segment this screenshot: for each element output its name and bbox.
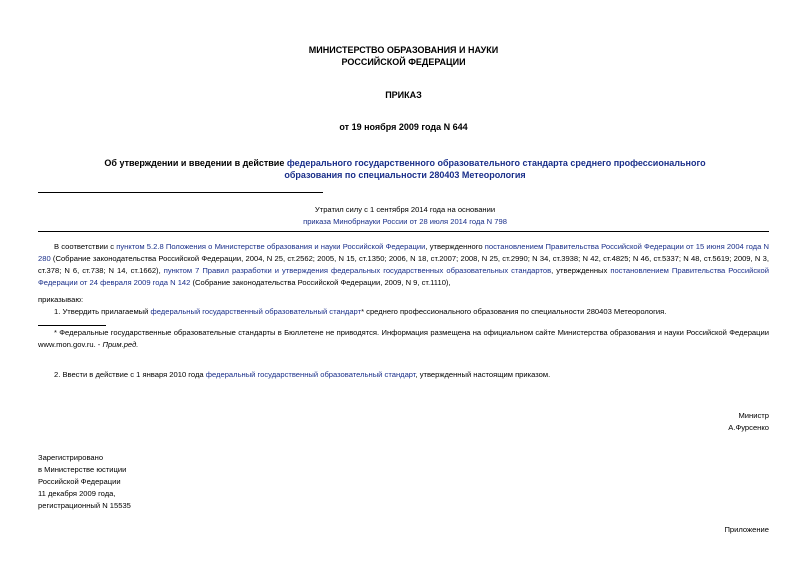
preamble-link-regulation[interactable]: пунктом 5.2.8 Положения о Министерстве образования и науки Российской Федерации — [116, 242, 426, 251]
divider-short — [38, 192, 323, 193]
order-word: приказываю: — [38, 295, 84, 304]
registration-block — [38, 452, 238, 512]
doc-date-number: от 19 ноября 2009 года N 644 — [339, 122, 468, 132]
preamble-text-1: В соответствии с — [54, 242, 117, 251]
divider-long — [38, 231, 769, 232]
signature-role: Министр — [738, 411, 769, 420]
status-line-1: Утратил силу с 1 сентября 2014 года на основании — [314, 205, 496, 214]
footnote-divider — [38, 325, 106, 326]
item1-prefix: 1. Утвердить прилагаемый — [54, 307, 151, 316]
registration-line-1: Зарегистрировано — [38, 453, 104, 462]
preamble-link-decree-142[interactable]: постановлением Правительства Российской Федерации от 24 февраля 2009 года N 142 — [38, 266, 770, 287]
item2-standard-link[interactable]: федеральный государственный образовательный стандарт — [205, 370, 416, 379]
footnote-editor-note: Прим.ред. — [102, 340, 139, 349]
title-standard-link[interactable]: федерального государственного образовательного стандарта среднего профессионального образования по специальности 280403 Метеорология — [284, 158, 706, 180]
preamble — [38, 241, 769, 289]
order-item-2 — [54, 369, 769, 381]
preamble-link-rules-item-7[interactable]: пунктом 7 Правил разработки и утверждения федеральных государственных образовательных стандартов — [163, 266, 552, 275]
ministry-line-2: РОССИЙСКОЙ ФЕДЕРАЦИИ — [341, 57, 466, 67]
status-block — [300, 204, 510, 228]
doc-type: ПРИКАЗ — [385, 90, 422, 100]
preamble-text-5: (Собрание законодательства Российской Федерации, 2009, N 9, ст.1110), — [190, 278, 451, 287]
item2-prefix: 2. Ввести в действие с 1 января 2010 года — [54, 370, 206, 379]
footnote-text: * Федеральные государственные образовательные стандарты в Бюллетене не приводятся. Информация размещена на официальном сайте Министерства образования и науки Российской Федерации www.mon.gov.ru. - — [38, 328, 769, 349]
status-repeal-link[interactable]: приказа Минобрнауки России от 28 июля 2014 года N 798 — [303, 217, 507, 226]
item2-suffix: , утвержденный настоящим приказом. — [415, 370, 551, 379]
preamble-text-4: , утвержденных — [551, 266, 611, 275]
footnote — [38, 327, 769, 351]
title-prefix: Об утверждении и введении в действие — [104, 158, 287, 168]
preamble-text-2: , утвержденного — [425, 242, 485, 251]
registration-line-5: регистрационный N 15535 — [38, 501, 131, 510]
registration-line-4: 11 декабря 2009 года, — [38, 489, 116, 498]
item1-standard-link[interactable]: федеральный государственный образовательный стандарт — [150, 307, 362, 316]
signature-name: А.Фурсенко — [728, 423, 769, 432]
ministry-line-1: МИНИСТЕРСТВО ОБРАЗОВАНИЯ И НАУКИ — [308, 45, 499, 55]
item1-suffix: * среднего профессионального образования по специальности 280403 Метеорология. — [361, 307, 667, 316]
preamble-text-3: (Собрание законодательства Российской Федерации, 2004, N 25, ст.2562; 2005, N 15, ст.1350; 2006, N 18, ст.2007; 2008, N 25, ст.2990; N 34, ст.3938; N 42, ст.4825; N 46, ст.5337; N 48, ст.5619; 2009, N 3, ст.378; N 6, ст.738; N 14, ст.1662), — [38, 254, 769, 275]
doc-title — [85, 157, 725, 181]
registration-line-3: Российской Федерации — [38, 477, 121, 486]
preamble-link-decree-280[interactable]: постановлением Правительства Российской Федерации от 15 июня 2004 года N 280 — [38, 242, 770, 263]
appendix-label: Приложение — [724, 525, 769, 534]
order-item-1 — [54, 306, 769, 318]
registration-line-2: в Министерстве юстиции — [38, 465, 127, 474]
signature-block — [569, 410, 769, 434]
